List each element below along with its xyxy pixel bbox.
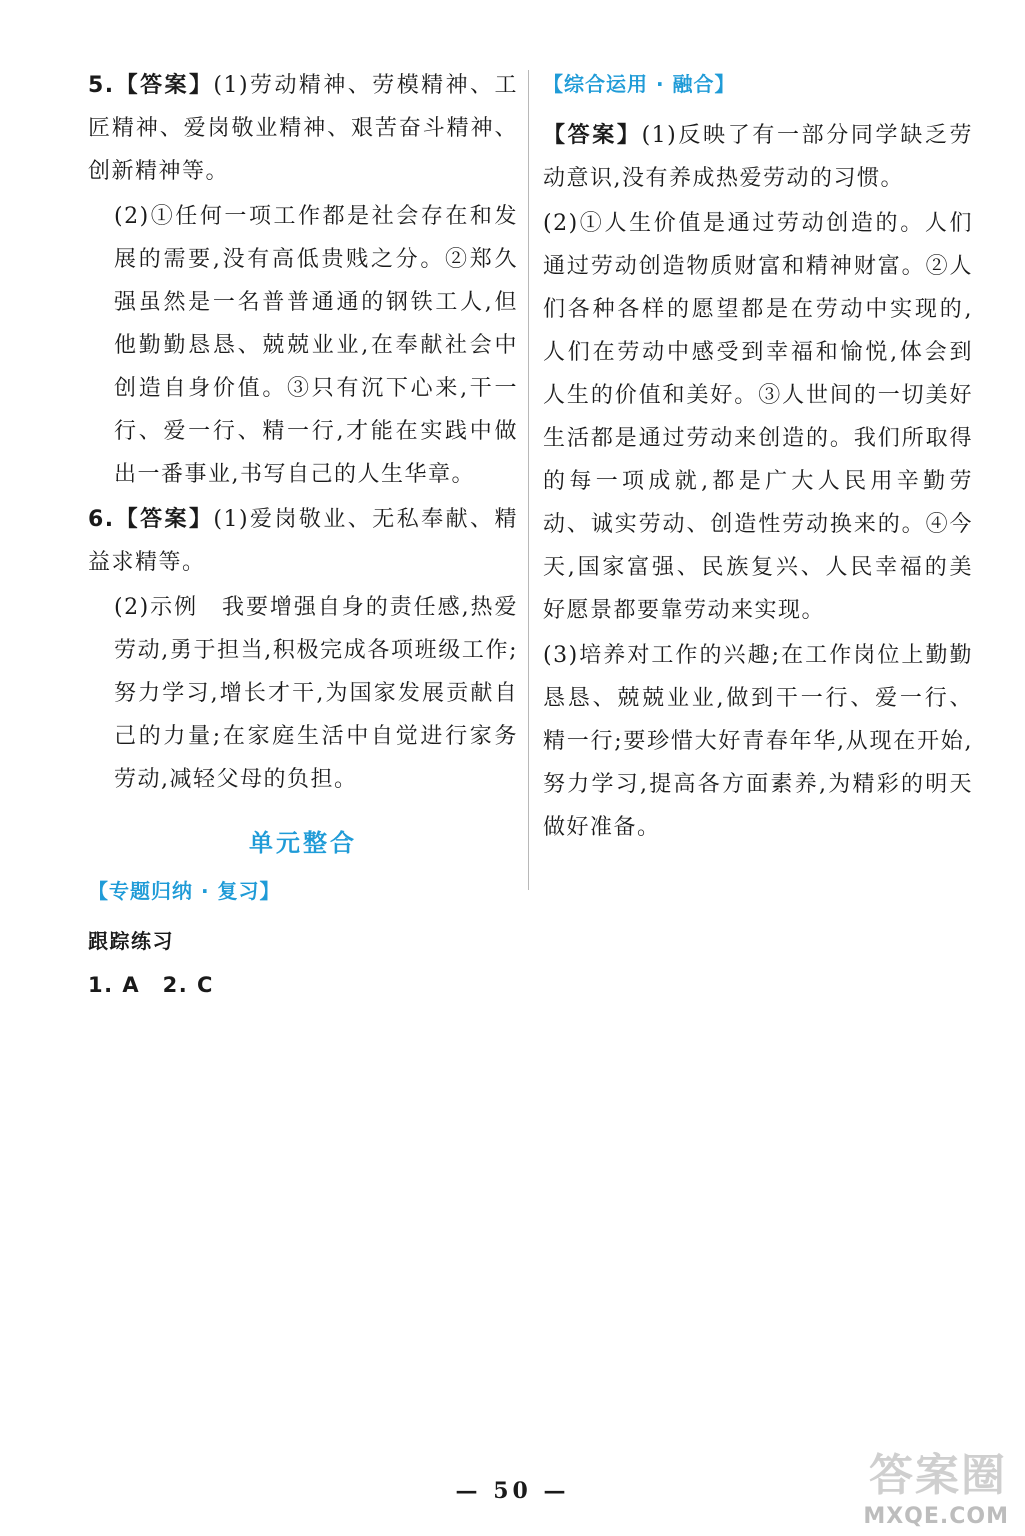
right-answer-3: (3)培养对工作的兴趣;在工作岗位上勤勤恳恳、兢兢业业,做到干一行、爱一行、精一行;要珍惜大好青春年华,从现在开始,努力学习,提高各方面素养,为精彩的明天做好准备。 <box>543 643 973 840</box>
question-5-answer-1: (1)劳动精神、劳模精神、工匠精神、爱岗敬业精神、艰苦奋斗精神、创新精神等。 <box>88 73 518 184</box>
right-answer-part-1 <box>543 114 973 200</box>
page-number: — 50 — <box>455 1478 570 1504</box>
question-6-answer-1: (1)爱岗敬业、无私奉献、精益求精等。 <box>88 507 518 575</box>
section-heading-application: 【综合运用 · 融合】 <box>543 72 736 96</box>
right-answer-2: (2)①人生价值是通过劳动创造的。人们通过劳动创造物质财富和精神财富。②人们各种各样的愿望都是在劳动中实现的,人们在劳动中感受到幸福和愉悦,体会到人生的价值和美好。③人世间的一切美好生活都是通过劳动来创造的。我们所取得的每一项成就,都是广大人民用辛勤劳动、诚实劳动、创造性劳动换来的。④今天,国家富强、民族复兴、人民幸福的美好愿景都要靠劳动来实现。 <box>543 211 973 623</box>
answer-tag: 【答案】 <box>543 123 642 148</box>
column-divider <box>528 70 529 890</box>
question-5-part-1 <box>88 64 518 193</box>
question-6-part-1 <box>88 498 518 584</box>
answer-tag: 【答案】 <box>114 507 214 532</box>
right-answer-1: (1)反映了有一部分同学缺乏劳动意识,没有养成热爱劳动的习惯。 <box>543 123 973 191</box>
sub-heading-practice: 跟踪练习 <box>88 929 174 953</box>
question-6-number: 6. <box>88 507 115 532</box>
section-heading-review: 【专题归纳 · 复习】 <box>88 879 281 903</box>
watermark-text-bottom: MXQE.COM <box>863 1504 1009 1529</box>
left-column <box>88 64 518 1005</box>
question-5-number: 5. <box>88 73 115 98</box>
site-watermark-logo <box>840 1452 1015 1530</box>
right-column <box>543 64 973 851</box>
question-6-answer-2: (2)示例 我要增强自身的责任感,热爱劳动,勇于担当,积极完成各项班级工作;努力学习,增长才干,为国家发展贡献自己的力量;在家庭生活中自觉进行家务劳动,减轻父母的负担。 <box>114 595 518 792</box>
unit-title: 单元整合 <box>249 828 357 857</box>
answer-tag: 【答案】 <box>114 73 214 98</box>
question-5-answer-2: (2)①任何一项工作都是社会存在和发展的需要,没有高低贵贱之分。②郑久强虽然是一名普普通通的钢铁工人,但他勤勤恳恳、兢兢业业,在奉献社会中创造自身价值。③只有沉下心来,干一行、爱一行、精一行,才能在实践中做出一番事业,书写自己的人生华章。 <box>114 204 518 487</box>
short-answers: 1. A 2. C <box>88 973 214 997</box>
watermark-text-top: 答案圈 <box>869 1450 1007 1501</box>
